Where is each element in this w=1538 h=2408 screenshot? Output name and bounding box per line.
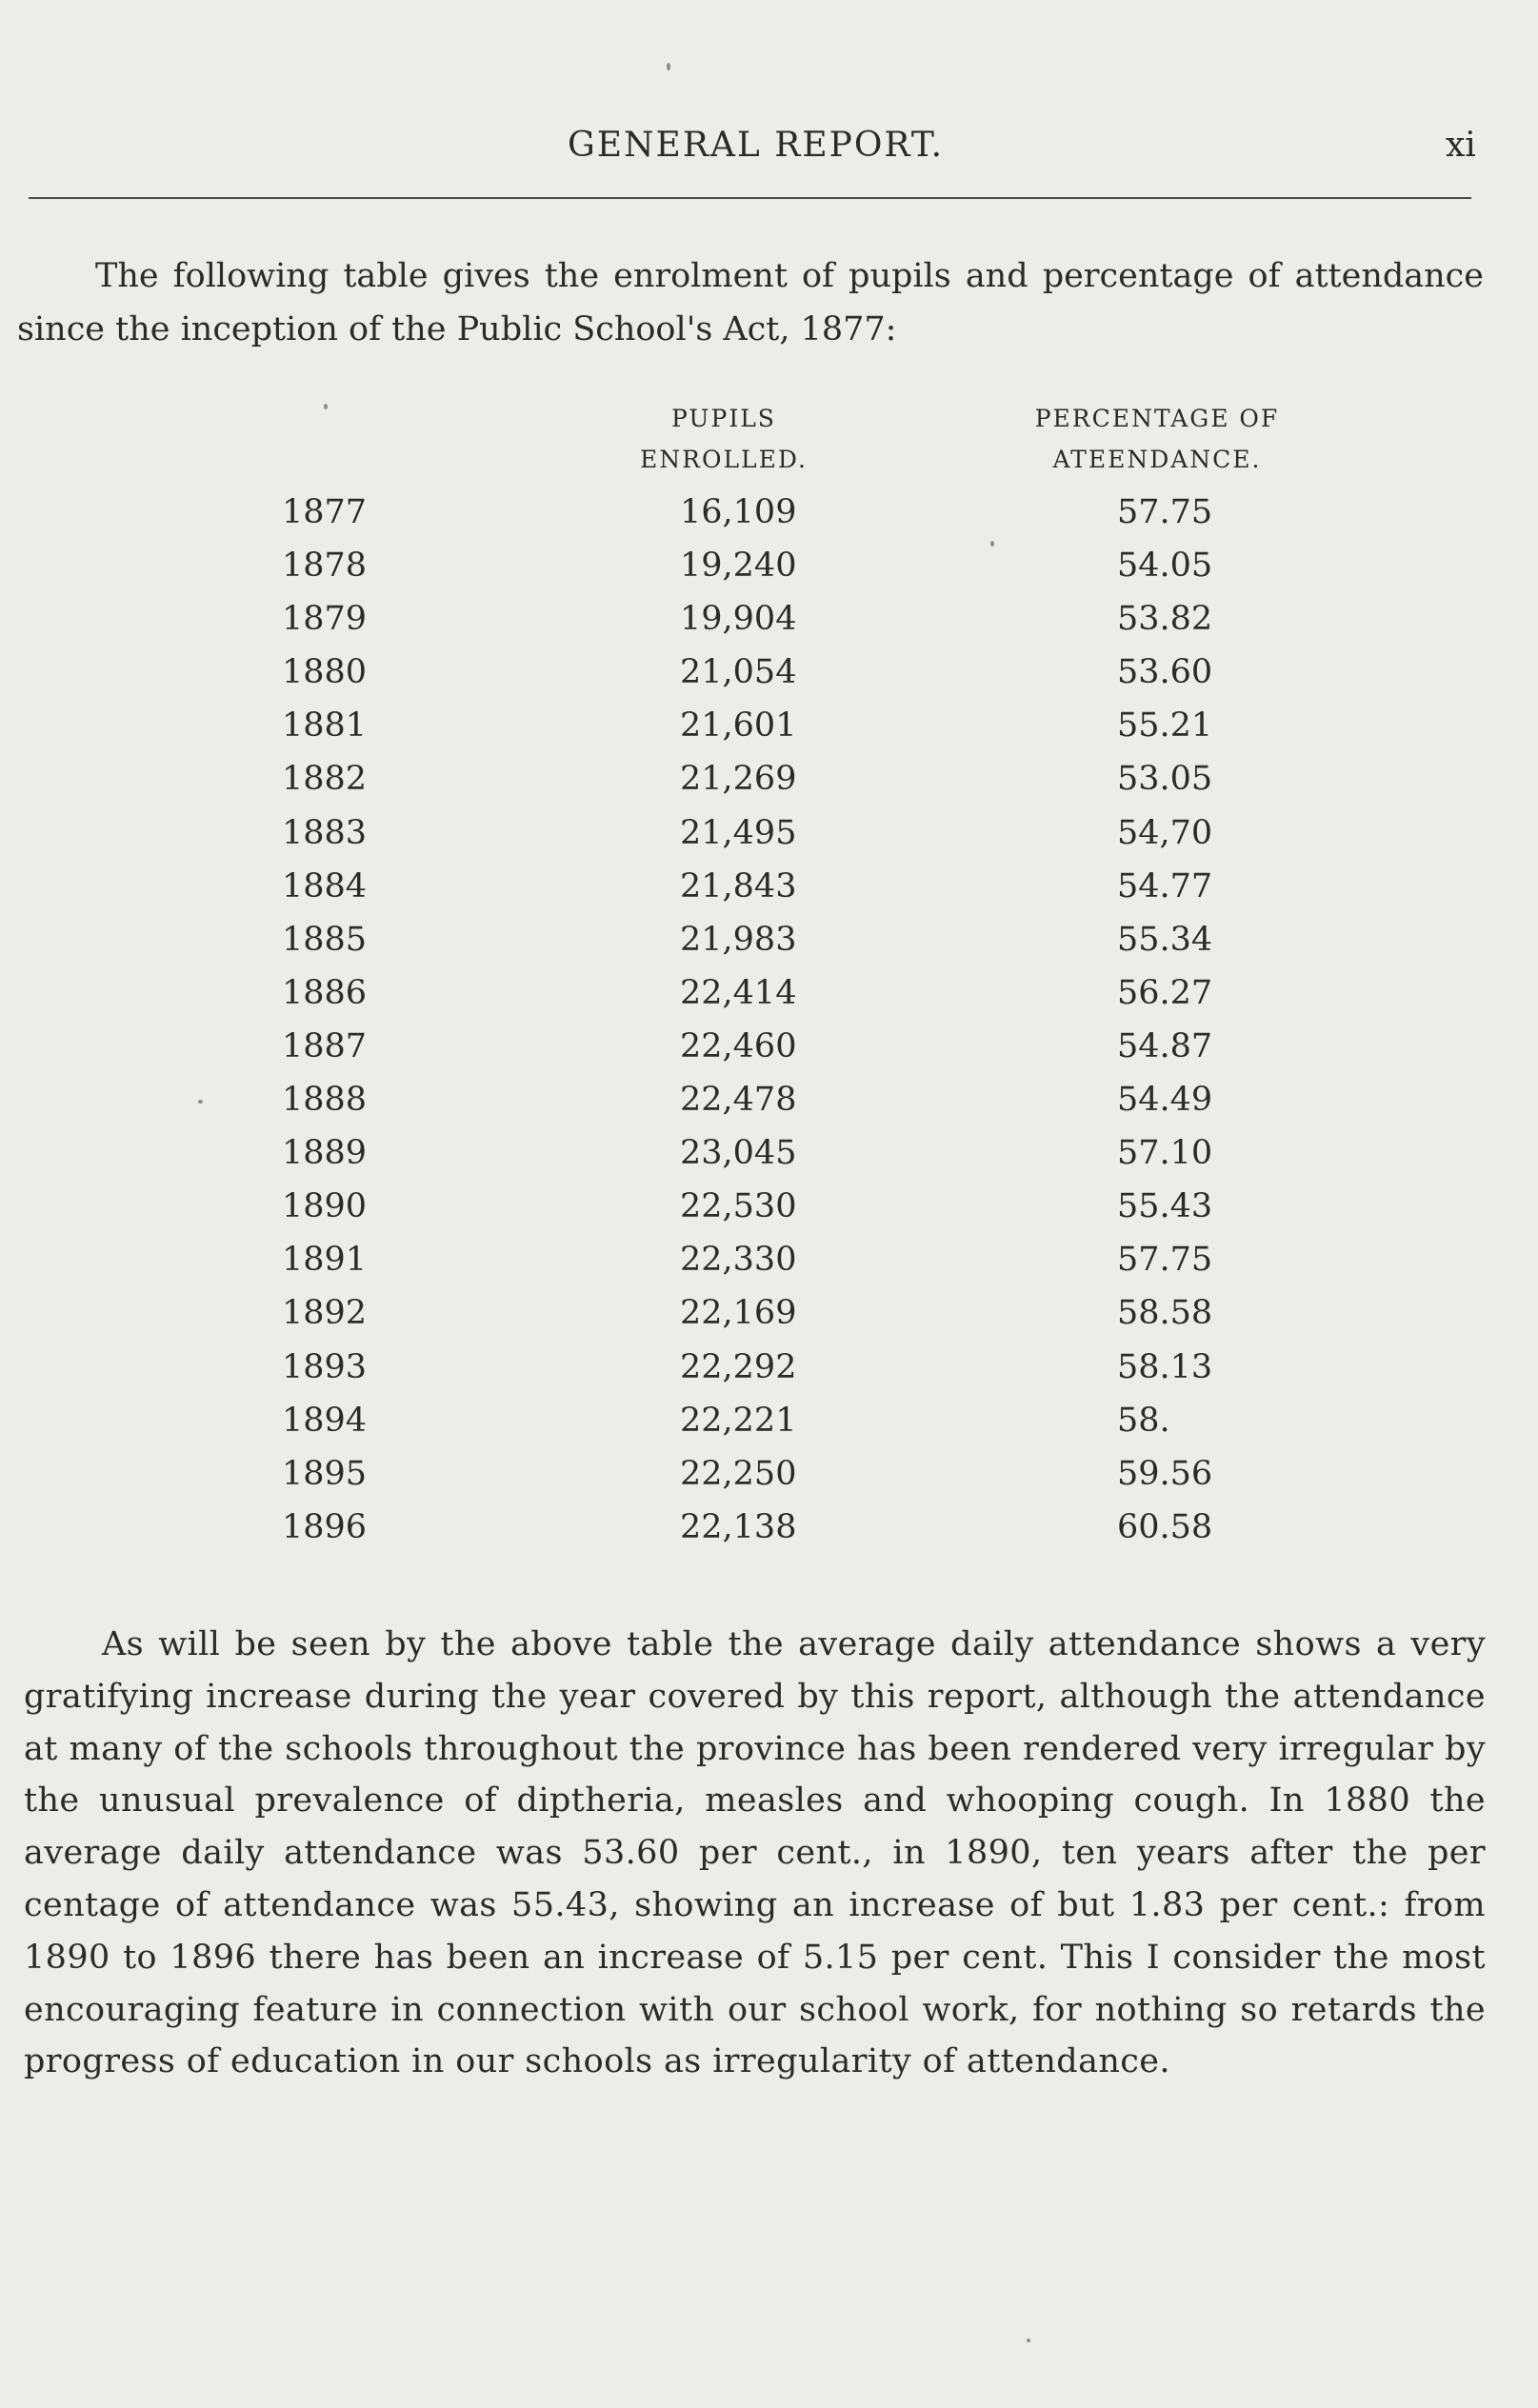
closing-paragraph: As will be seen by the above table the average daily attendance shows a very gratifying increase during the year covered by this report, although the attendance at many of the schools throughout the province has been rendered very irregular by the unusual prevalence of diptheria, measles and whooping cough. In 1880 the average daily attendance was 53.60 per cent., in 1890, ten years after the per centage of attendance was 55.43, showing an increase of but 1.83 per cent.: from 1890 to 1896 there has been an increase of 5.15 per cent. This I consider the most encouraging feature in connection with our school work, for nothing so retards the progress of education in our schools as irregularity of attendance. — [24, 1625, 1486, 2081]
table-row — [0, 919, 1538, 972]
year-cell: 1882 — [282, 760, 368, 799]
header-rule — [29, 197, 1471, 199]
enrolled-cell: 22,478 — [680, 1081, 797, 1120]
table-row — [0, 705, 1538, 758]
year-cell: 1885 — [282, 920, 368, 959]
enrolled-cell: 22,138 — [680, 1507, 797, 1546]
enrolled-cell: 21,601 — [680, 706, 797, 746]
table-row — [0, 1346, 1538, 1400]
scan-speck — [667, 63, 670, 70]
table-row — [0, 812, 1538, 866]
percentage-cell: 55.21 — [1117, 706, 1213, 746]
page-number: xi — [1446, 126, 1476, 165]
table-row — [0, 491, 1538, 545]
percentage-cell: 58.58 — [1117, 1294, 1213, 1333]
percentage-cell: 54.87 — [1117, 1026, 1213, 1065]
table-body — [0, 491, 1538, 1560]
enrolled-cell: 21,843 — [680, 866, 797, 905]
enrolled-cell: 22,221 — [680, 1401, 797, 1440]
table-row — [0, 598, 1538, 651]
table-row — [0, 866, 1538, 919]
percentage-cell: 58. — [1117, 1401, 1170, 1440]
enrolled-cell: 22,530 — [680, 1187, 797, 1226]
enrolled-cell: 16,109 — [680, 493, 797, 531]
year-cell: 1880 — [282, 653, 368, 692]
year-cell: 1878 — [282, 547, 368, 586]
table-row — [0, 1239, 1538, 1292]
percentage-cell: 54.49 — [1117, 1081, 1213, 1120]
year-cell: 1879 — [282, 600, 368, 639]
percentage-cell: 54.77 — [1117, 866, 1213, 905]
table-row — [0, 651, 1538, 705]
year-cell: 1883 — [282, 813, 368, 852]
percentage-header-line1: PERCENTAGE OF — [1034, 405, 1280, 432]
percentage-cell: 57.10 — [1117, 1134, 1213, 1173]
enrolled-cell: 19,904 — [680, 600, 797, 639]
percentage-cell: 53.82 — [1117, 600, 1213, 639]
enrolled-cell: 22,292 — [680, 1347, 797, 1386]
enrolled-cell: 21,054 — [680, 653, 797, 692]
year-cell: 1881 — [282, 706, 368, 746]
pupils-enrolled-header — [590, 398, 857, 480]
scan-speck — [990, 541, 994, 547]
percentage-cell: 60.58 — [1117, 1507, 1213, 1546]
intro-paragraph: The following table gives the enrolment of pupils and percentage of attendance since the inception of the Public School's Act, 1877: — [17, 257, 1484, 348]
enrolled-cell: 23,045 — [680, 1134, 797, 1173]
percentage-cell: 58.13 — [1117, 1347, 1213, 1386]
table-row — [0, 1185, 1538, 1239]
percentage-cell: 57.75 — [1117, 493, 1213, 531]
year-cell: 1889 — [282, 1134, 368, 1173]
table-row — [0, 1453, 1538, 1506]
enrolled-cell: 19,240 — [680, 547, 797, 586]
scan-speck — [1027, 2338, 1030, 2342]
pupils-header-line1: PUPILS — [671, 405, 776, 432]
running-title: GENERAL REPORT. — [568, 126, 945, 165]
percentage-cell: 55.43 — [1117, 1187, 1213, 1226]
year-cell: 1877 — [282, 493, 368, 531]
year-cell: 1896 — [282, 1507, 368, 1546]
percentage-cell: 53.60 — [1117, 653, 1213, 692]
enrolled-cell: 22,460 — [680, 1026, 797, 1065]
percentage-cell: 55.34 — [1117, 920, 1213, 959]
year-cell: 1890 — [282, 1187, 368, 1226]
percentage-cell: 54.05 — [1117, 547, 1213, 586]
table-row — [0, 545, 1538, 598]
percentage-cell: 54,70 — [1117, 813, 1213, 852]
enrolled-cell: 21,495 — [680, 813, 797, 852]
year-cell: 1893 — [282, 1347, 368, 1386]
enrolled-cell: 22,169 — [680, 1294, 797, 1333]
scan-speck — [324, 404, 328, 409]
table-row — [0, 1025, 1538, 1079]
year-cell: 1894 — [282, 1401, 368, 1440]
year-cell: 1888 — [282, 1081, 368, 1120]
table-row — [0, 1292, 1538, 1345]
year-cell: 1895 — [282, 1454, 368, 1493]
percentage-cell: 53.05 — [1117, 760, 1213, 799]
year-cell: 1891 — [282, 1241, 368, 1280]
table-row — [0, 1079, 1538, 1132]
running-header — [0, 126, 1538, 173]
percentage-cell: 57.75 — [1117, 1241, 1213, 1280]
year-cell: 1884 — [282, 866, 368, 905]
enrolled-cell: 22,330 — [680, 1241, 797, 1280]
enrolled-cell: 22,250 — [680, 1454, 797, 1493]
year-cell: 1892 — [282, 1294, 368, 1333]
year-cell: 1886 — [282, 973, 368, 1012]
percentage-attendance-header — [986, 398, 1328, 480]
table-row — [0, 1400, 1538, 1453]
table-row — [0, 972, 1538, 1025]
year-cell: 1887 — [282, 1026, 368, 1065]
table-row — [0, 1132, 1538, 1185]
pupils-header-line2: ENROLLED. — [640, 446, 808, 473]
percentage-header-line2: ATEENDANCE. — [1052, 446, 1262, 473]
enrolled-cell: 21,983 — [680, 920, 797, 959]
scan-speck — [198, 1100, 203, 1104]
enrolled-cell: 21,269 — [680, 760, 797, 799]
table-row — [0, 1506, 1538, 1560]
percentage-cell: 59.56 — [1117, 1454, 1213, 1493]
table-row — [0, 758, 1538, 811]
enrolled-cell: 22,414 — [680, 973, 797, 1012]
percentage-cell: 56.27 — [1117, 973, 1213, 1012]
